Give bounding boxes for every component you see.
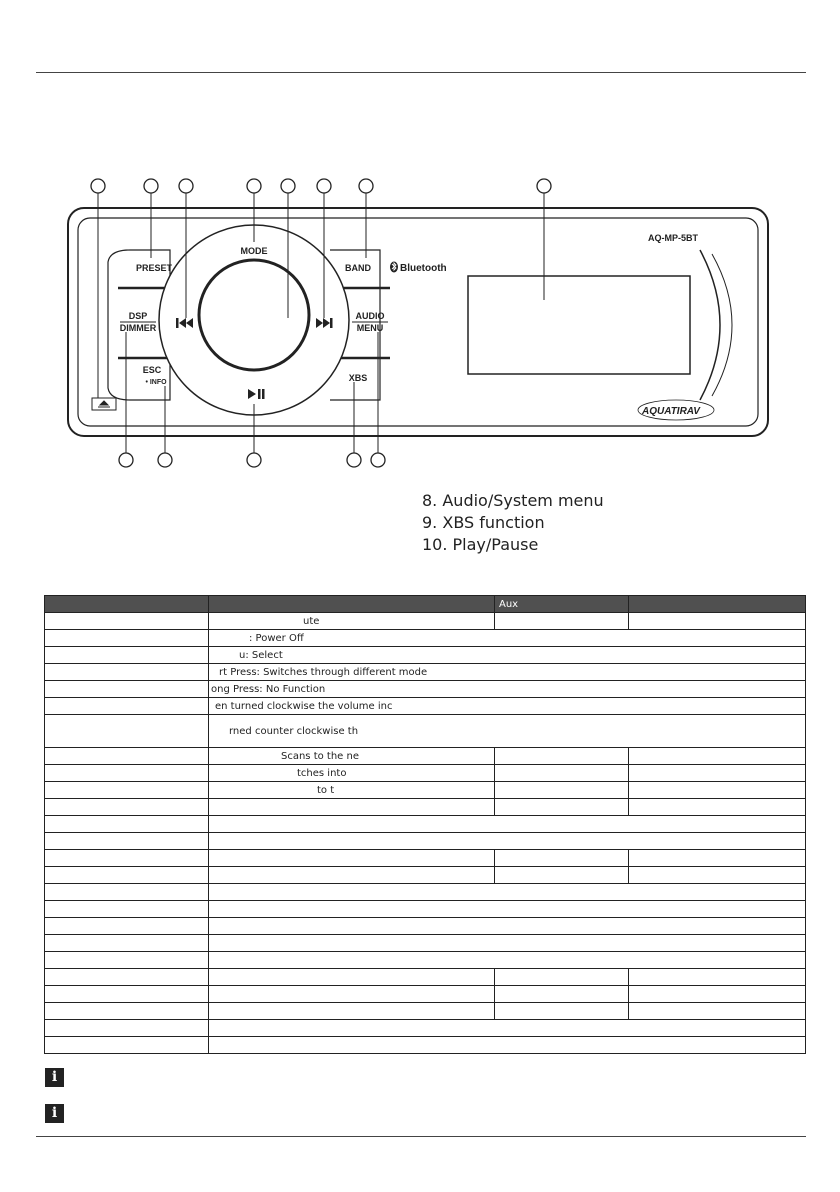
table-cell: [629, 765, 806, 782]
callout-circle: [247, 453, 261, 467]
preset-button: PRESET: [135, 263, 173, 273]
callout-circle: [91, 179, 105, 193]
mode-button: MODE: [240, 246, 268, 256]
esc-button: ESC: [142, 365, 162, 375]
table-cell: [45, 816, 209, 833]
table-row: [45, 867, 806, 884]
table-cell: [209, 799, 495, 816]
table-cell: [629, 748, 806, 765]
table-cell: [45, 850, 209, 867]
table-cell: [45, 1003, 209, 1020]
table-cell: [629, 867, 806, 884]
table-row: [45, 782, 806, 799]
table-cell: [495, 1003, 629, 1020]
table-header-row: [45, 596, 806, 613]
table-cell: [45, 765, 209, 782]
table-cell: [209, 918, 806, 935]
table-cell: [495, 765, 629, 782]
table-row: [45, 1003, 806, 1020]
table-row: [45, 833, 806, 850]
table-cell: [45, 918, 209, 935]
callout-circle: [281, 179, 295, 193]
table-row: [45, 1020, 806, 1037]
table-row: [45, 681, 806, 698]
model-label: AQ-MP-5BT: [648, 233, 698, 243]
menu-button: MENU: [356, 323, 384, 333]
table-row: [45, 918, 806, 935]
table-row: [45, 850, 806, 867]
table-cell: [495, 799, 629, 816]
brand-logo: AQUATIRAV: [642, 406, 700, 417]
table-cell: [45, 681, 209, 698]
table-row: [45, 935, 806, 952]
table-row: [45, 630, 806, 647]
table-cell: [45, 833, 209, 850]
header-cell: [209, 596, 495, 613]
legend-item: 10. Play/Pause: [422, 535, 539, 554]
table-cell: [209, 1020, 806, 1037]
table-row: [45, 748, 806, 765]
callout-circle: [371, 453, 385, 467]
table-cell: [495, 748, 629, 765]
callout-circle: [179, 179, 193, 193]
table-cell: rt Press: Switches through different mode: [209, 664, 806, 681]
callout-circle: [144, 179, 158, 193]
volume-knob: [199, 260, 309, 370]
bluetooth-label: Bluetooth: [400, 263, 447, 274]
table-cell: [495, 613, 629, 630]
table-cell: [629, 850, 806, 867]
table-cell: [45, 630, 209, 647]
table-cell: [209, 969, 495, 986]
table-cell: [209, 816, 806, 833]
table-cell: [209, 901, 806, 918]
table-cell: [209, 986, 495, 1003]
table-cell: [45, 715, 209, 748]
table-cell: [45, 901, 209, 918]
callout-circle: [158, 453, 172, 467]
table-cell: en turned clockwise the volume inc: [209, 698, 806, 715]
audio-button: AUDIO: [355, 311, 385, 321]
table-row: [45, 613, 806, 630]
table-row: [45, 715, 806, 748]
table-cell: [209, 884, 806, 901]
table-cell: [45, 884, 209, 901]
table-cell: tches into: [209, 765, 495, 782]
bottom-rule: [36, 1136, 806, 1137]
table-cell: [495, 850, 629, 867]
function-table: [44, 595, 806, 1054]
table-cell: rned counter clockwise th: [209, 715, 806, 748]
table-cell: [45, 935, 209, 952]
table-cell: [629, 969, 806, 986]
table-row: [45, 799, 806, 816]
table-cell: [45, 1020, 209, 1037]
callout-circle: [119, 453, 133, 467]
table-cell: [45, 698, 209, 715]
legend-item: 8. Audio/System menu: [422, 491, 604, 510]
bluetooth-icon: [390, 262, 398, 273]
callout-circle: [317, 179, 331, 193]
table-cell: [45, 867, 209, 884]
table-cell: [45, 969, 209, 986]
table-cell: ute: [209, 613, 495, 630]
table-cell: [209, 935, 806, 952]
lcd-display: [468, 276, 690, 374]
table-cell: [629, 799, 806, 816]
info-button: • INFO: [145, 379, 167, 386]
table-cell: [209, 952, 806, 969]
table-row: [45, 901, 806, 918]
table-cell: [209, 867, 495, 884]
dsp-button: DSP: [128, 311, 148, 321]
header-cell: [45, 596, 209, 613]
table-cell: to t: [209, 782, 495, 799]
table-cell: [629, 1003, 806, 1020]
band-button: BAND: [345, 263, 371, 273]
dimmer-button: DIMMER: [119, 323, 157, 333]
table-row: [45, 884, 806, 901]
table-cell: [209, 850, 495, 867]
table-row: [45, 969, 806, 986]
table-cell: ong Press: No Function: [209, 681, 806, 698]
table-cell: [495, 782, 629, 799]
callout-circle: [359, 179, 373, 193]
table-cell: [45, 782, 209, 799]
header-cell: [629, 596, 806, 613]
table-cell: [209, 1003, 495, 1020]
xbs-button: XBS: [348, 373, 368, 383]
table-row: [45, 698, 806, 715]
table-cell: u: Select: [209, 647, 806, 664]
table-cell: [45, 748, 209, 765]
table-cell: [45, 799, 209, 816]
table-cell: [209, 1037, 806, 1054]
info-icon: i: [45, 1104, 64, 1123]
table-cell: [45, 613, 209, 630]
car-stereo-diagram: [0, 0, 840, 480]
table-row: [45, 1037, 806, 1054]
table-cell: [495, 986, 629, 1003]
table-cell: [209, 833, 806, 850]
callout-circle: [347, 453, 361, 467]
table-cell: [629, 986, 806, 1003]
table-row: [45, 765, 806, 782]
table-row: [45, 816, 806, 833]
table-row: [45, 952, 806, 969]
legend: [422, 490, 604, 556]
callout-circle: [537, 179, 551, 193]
info-icon: i: [45, 1068, 64, 1087]
table-cell: Scans to the ne: [209, 748, 495, 765]
table-row: [45, 647, 806, 664]
table-cell: [45, 986, 209, 1003]
table-cell: [629, 613, 806, 630]
table-cell: [45, 1037, 209, 1054]
table-cell: [45, 664, 209, 681]
table-cell: : Power Off: [209, 630, 806, 647]
table-cell: [629, 782, 806, 799]
table-cell: [45, 647, 209, 664]
callout-circle: [247, 179, 261, 193]
table-cell: [45, 952, 209, 969]
header-cell: Aux: [495, 596, 629, 613]
legend-item: 9. XBS function: [422, 513, 545, 532]
table-cell: [495, 867, 629, 884]
table-row: [45, 664, 806, 681]
table-row: [45, 986, 806, 1003]
table-cell: [495, 969, 629, 986]
